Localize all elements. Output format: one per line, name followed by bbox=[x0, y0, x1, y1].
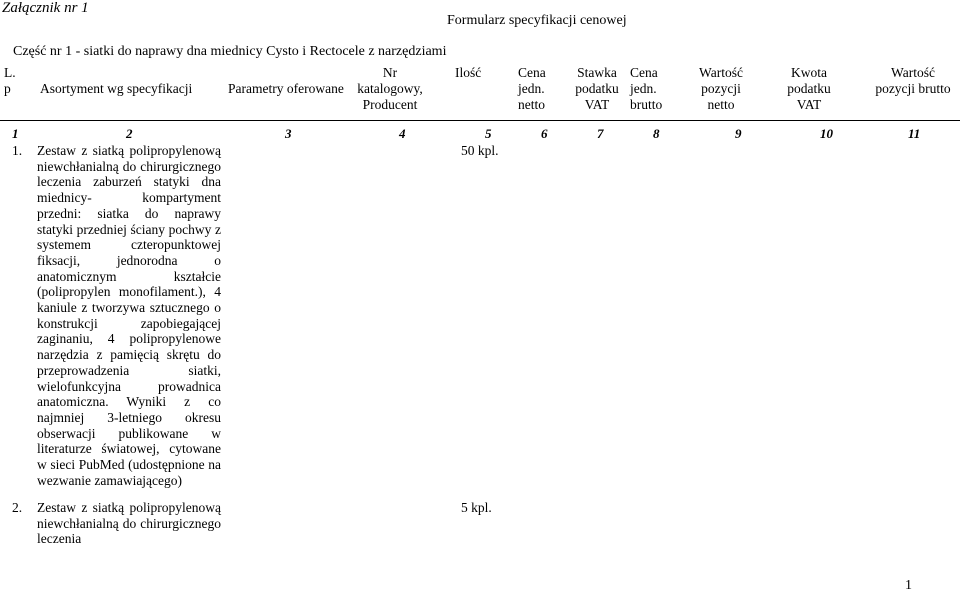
column-number: 1 bbox=[12, 126, 19, 141]
header-asortyment: Asortyment wg specyfikacji bbox=[40, 81, 193, 96]
attachment-label: Załącznik nr 1 bbox=[2, 0, 89, 16]
item-quantity: 5 kpl. bbox=[461, 500, 492, 515]
header-nr-line1: Nr bbox=[382, 65, 398, 80]
row-number: 1. bbox=[12, 143, 23, 158]
header-nr-katalogowy bbox=[350, 65, 430, 113]
header-wartosc-netto-line1: Wartość bbox=[699, 65, 743, 80]
header-lp bbox=[4, 65, 16, 97]
header-cena-netto bbox=[518, 65, 560, 113]
header-ilosc: Ilość bbox=[455, 65, 482, 80]
column-number: 8 bbox=[653, 126, 660, 141]
item-description: Zestaw z siatką polipropylenową niewchłanialną do chirurgicznego leczenia zaburzeń statyki dna miednicy- kompartyment przedni: siatka do naprawy statyki przedniej ściany pochwy z systemem czteropunktowej fiksacji, jednorodna o anatomicznym kształcie (polipropylen monofilament.), 4 kaniule z tworzywa sztucznego o konstrukcji zapobiegającej zaginaniu, 4 polipropylenowe narzędzia z pamięcią skrętu do przeprowadzenia siatki, wielofunkcyjna prowadnica anatomiczna. Wyniki z co najmniej 3-letniego okresu obserwacji publikowane w literaturze światowej, cytowane w sieci PubMed (udostępnione na wezwanie zamawiającego) bbox=[37, 143, 221, 488]
header-kwota-line2: podatku bbox=[787, 81, 831, 96]
header-wartosc-brutto-line2: pozycji brutto bbox=[875, 81, 951, 96]
header-kwota-line1: Kwota bbox=[791, 65, 827, 80]
header-stawka-line1: Stawka bbox=[577, 65, 617, 80]
header-kwota-vat bbox=[778, 65, 840, 113]
header-wartosc-netto bbox=[690, 65, 752, 113]
column-number: 5 bbox=[485, 126, 492, 141]
header-nr-line3: Producent bbox=[362, 97, 418, 112]
item-quantity: 50 kpl. bbox=[461, 143, 499, 158]
column-number: 9 bbox=[735, 126, 742, 141]
row-number: 2. bbox=[12, 500, 23, 515]
table-rule bbox=[0, 120, 960, 121]
header-wartosc-netto-line3: netto bbox=[707, 97, 735, 112]
header-lp-line1: L. bbox=[4, 65, 16, 80]
header-wartosc-brutto-line1: Wartość bbox=[891, 65, 935, 80]
header-cena-brutto-line2: jedn. bbox=[630, 81, 657, 96]
header-kwota-line3: VAT bbox=[796, 97, 822, 112]
column-number: 3 bbox=[285, 126, 292, 141]
form-title: Formularz specyfikacji cenowej bbox=[447, 13, 627, 28]
header-cena-netto-line3: netto bbox=[518, 97, 545, 112]
header-stawka-vat bbox=[572, 65, 622, 113]
column-number: 10 bbox=[820, 126, 833, 141]
item-description: Zestaw z siatką polipropylenową niewchłanialną do chirurgicznego leczenia bbox=[37, 500, 221, 547]
header-wartosc-netto-line2: pozycji bbox=[701, 81, 741, 96]
column-number: 2 bbox=[126, 126, 133, 141]
column-number: 11 bbox=[908, 126, 921, 141]
header-cena-brutto bbox=[630, 65, 675, 113]
header-cena-brutto-line3: brutto bbox=[630, 97, 663, 112]
header-lp-line2: p bbox=[4, 81, 11, 96]
header-parametry: Parametry oferowane bbox=[228, 81, 344, 96]
part-title: Część nr 1 - siatki do naprawy dna miednicy Cysto i Rectocele z narzędziami bbox=[13, 44, 447, 59]
header-nr-line2: katalogowy, bbox=[357, 81, 423, 96]
column-number: 6 bbox=[541, 126, 548, 141]
page-number: 1 bbox=[905, 578, 912, 593]
header-stawka-line3: VAT bbox=[584, 97, 610, 112]
header-cena-brutto-line1: Cena bbox=[630, 65, 658, 80]
header-wartosc-brutto bbox=[868, 65, 958, 97]
header-stawka-line2: podatku bbox=[575, 81, 619, 96]
header-cena-netto-line1: Cena bbox=[518, 65, 546, 80]
header-cena-netto-line2: jedn. bbox=[518, 81, 545, 96]
column-number: 4 bbox=[399, 126, 406, 141]
column-number: 7 bbox=[597, 126, 604, 141]
